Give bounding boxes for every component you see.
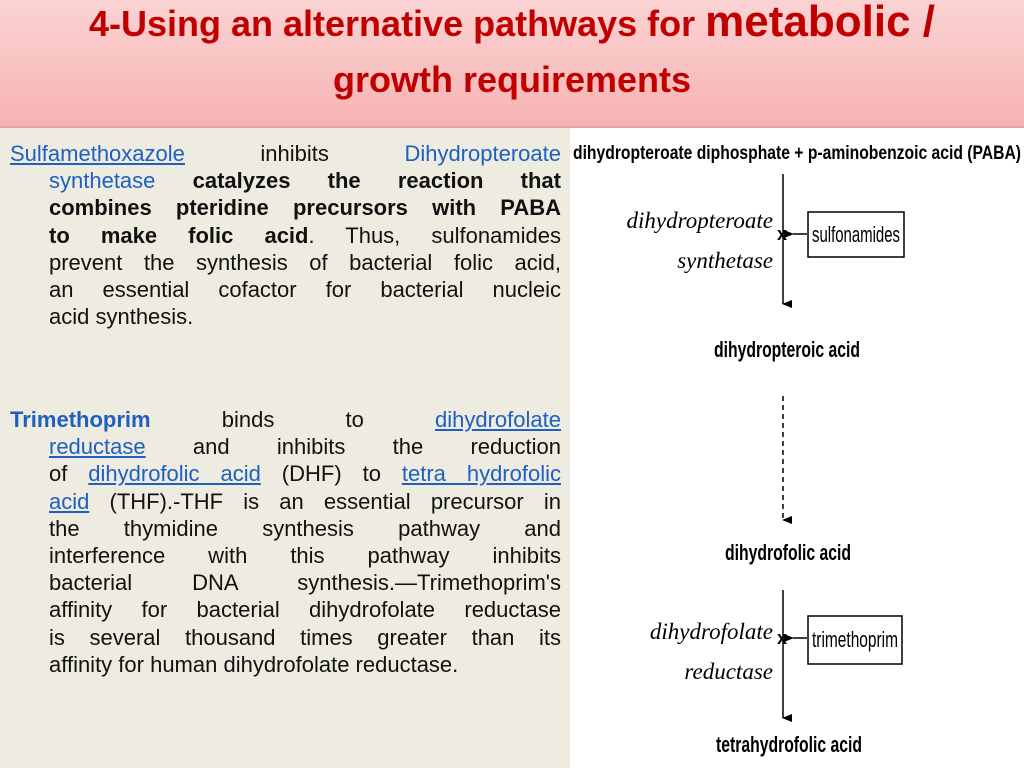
para2-line3 bbox=[10, 460, 561, 487]
dihydropteroic-acid-label: dihydropteroic acid bbox=[714, 337, 860, 362]
para2-line2-rest: and inhibits the reduction bbox=[192, 434, 561, 460]
para1-line4 bbox=[10, 222, 561, 249]
slide-title-line2: growth requirements bbox=[332, 59, 692, 100]
para2-line3-a: of bbox=[49, 461, 89, 487]
sulfamethoxazole-paragraph bbox=[10, 140, 561, 330]
para2-word-to: to bbox=[345, 407, 364, 432]
slide-title-banner bbox=[0, 0, 1024, 128]
para2-word-binds: binds bbox=[221, 407, 275, 432]
folate-pathway-diagram bbox=[571, 128, 1024, 768]
trimethoprim-label: Trimethoprim bbox=[10, 407, 151, 432]
trimethoprim-box-label: trimethoprim bbox=[812, 627, 898, 652]
title-prefix: 4-Using an alternative pathways for bbox=[88, 3, 706, 44]
para1-line7: acid synthesis. bbox=[49, 304, 194, 330]
para2-line1 bbox=[10, 406, 561, 433]
para1-tail3: . Thus, sulfonamides bbox=[308, 222, 561, 248]
enzyme-synthetase: synthetase bbox=[49, 168, 156, 194]
para1-line5: prevent the synthesis of bacterial folic acid, bbox=[49, 249, 561, 275]
sulfonamides-label: sulfonamides bbox=[812, 222, 900, 247]
para1-bold1: catalyzes the reaction that bbox=[192, 168, 561, 194]
trimethoprim-paragraph bbox=[10, 406, 561, 678]
enzyme1-label-b: synthetase bbox=[677, 248, 773, 273]
sulfamethoxazole-link[interactable]: Sulfamethoxazole bbox=[10, 141, 185, 166]
reductase-link[interactable]: reductase bbox=[49, 434, 146, 460]
para2-line5: the thymidine synthesis pathway and bbox=[49, 515, 561, 541]
para1-line1 bbox=[10, 140, 561, 167]
enzyme1-label-a: dihydropteroate bbox=[626, 208, 773, 233]
para2-line3-b: (DHF) to bbox=[260, 461, 402, 487]
para2-line4-rest: (THF).-THF is an essential precursor in bbox=[89, 488, 561, 514]
text-panel bbox=[0, 128, 570, 768]
block-mark-2: x bbox=[777, 628, 788, 648]
para2-line7: bacterial DNA synthesis.—Trimethoprim's bbox=[49, 570, 561, 596]
para2-line8: affinity for bacterial dihydrofolate reductase bbox=[49, 597, 561, 623]
para1-line6: an essential cofactor for bacterial nucleic bbox=[49, 277, 561, 303]
para2-line4 bbox=[10, 488, 561, 515]
para2-line10: affinity for human dihydrofolate reductase. bbox=[49, 651, 459, 677]
para2-line6: interference with this pathway inhibits bbox=[49, 543, 561, 569]
tetrahydrofolic-acid-label: tetrahydrofolic acid bbox=[716, 732, 862, 757]
acid-link[interactable]: acid bbox=[49, 488, 90, 514]
dihydrofolic-acid-link[interactable]: dihydrofolic acid bbox=[88, 461, 261, 487]
para1-line3: combines pteridine precursors with PABA bbox=[49, 195, 561, 221]
enzyme2-label-b: reductase bbox=[684, 659, 773, 684]
para2-line2 bbox=[10, 433, 561, 460]
block-mark-1: x bbox=[777, 224, 788, 244]
pathway-svg bbox=[571, 128, 1024, 768]
para1-word-inhibits: inhibits bbox=[260, 141, 329, 166]
substrates-label: dihydropteroate diphosphate + p-aminobenzoic acid (PABA) bbox=[573, 143, 1021, 164]
enzyme2-label-a: dihydrofolate bbox=[649, 619, 773, 644]
para1-bold3: to make folic acid bbox=[49, 222, 309, 248]
title-emphasis: metabolic / bbox=[705, 0, 935, 46]
para2-line9: is several thousand times greater than its bbox=[49, 624, 561, 650]
para1-line2 bbox=[10, 167, 561, 194]
dihydrofolate-link[interactable]: dihydrofolate bbox=[435, 407, 561, 432]
slide-title-line1 bbox=[0, 0, 1024, 46]
dihydrofolic-acid-label: dihydrofolic acid bbox=[725, 540, 851, 565]
tetrahydrofolic-link[interactable]: tetra hydrofolic bbox=[401, 461, 561, 487]
enzyme-dihydropteroate: Dihydropteroate bbox=[404, 141, 561, 166]
